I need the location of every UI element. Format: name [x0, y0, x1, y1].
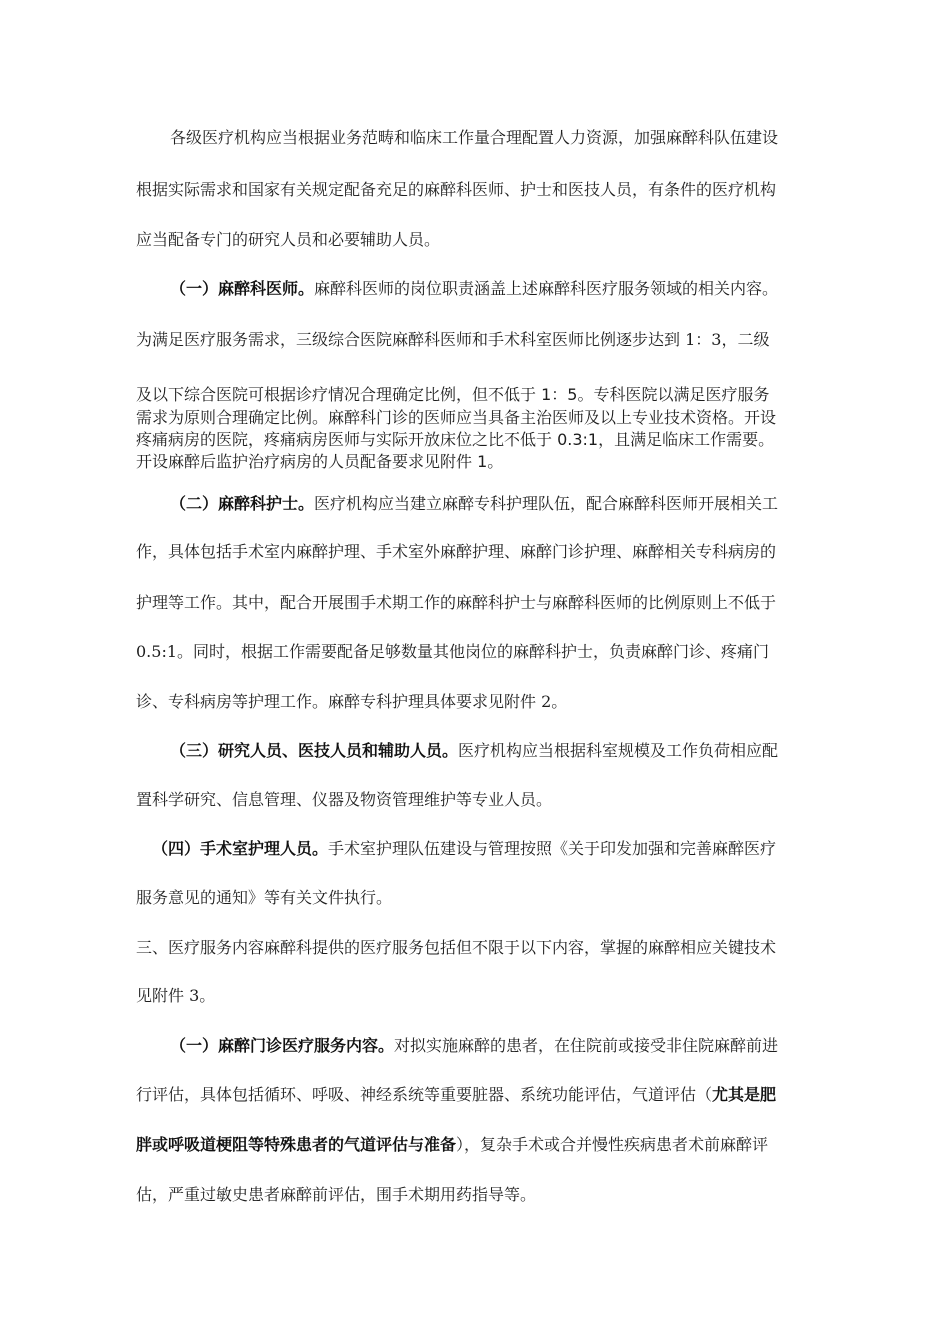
- section3-heading: 三、医疗服务内容: [136, 938, 265, 957]
- or-nurses-text: 手术室护理队伍建设与管理按照《关于印发加强和完善麻醉医疗: [328, 839, 777, 858]
- intro-line-3: 应当配备专门的研究人员和必要辅助人员。: [136, 230, 441, 249]
- clinic-line-2-text: 行评估，具体包括循环、呼吸、神经系统等重要脏器、系统功能评估，气道评估（: [136, 1085, 713, 1104]
- clinic-heading: （一）麻醉门诊医疗服务内容。: [170, 1036, 395, 1055]
- clinic-line-1: [136, 1035, 820, 1057]
- researchers-line-2: 置科学研究、信息管理、仪器及物资管理维护等专业人员。: [136, 790, 553, 809]
- physicians-line-5: 疼痛病房的医院，疼痛病房医师与实际开放床位之比不低于 0.3:1，且满足临床工作需要。: [136, 430, 775, 449]
- nurses-line-5: 诊、专科病房等护理工作。麻醉专科护理具体要求见附件 2。: [136, 692, 568, 711]
- physicians-heading: （一）麻醉科医师。: [170, 279, 315, 298]
- researchers-text: 医疗机构应当根据科室规模及工作负荷相应配: [458, 741, 779, 760]
- or-nurses-heading: （四）手术室护理人员。: [152, 839, 329, 858]
- nurses-line-1: [136, 493, 820, 515]
- intro-line-2: 根据实际需求和国家有关规定配备充足的麻醉科医师、护士和医技人员，有条件的医疗机构: [136, 180, 777, 199]
- nurses-heading: （二）麻醉科护士。: [170, 494, 315, 513]
- nurses-line-2: 作，具体包括手术室内麻醉护理、手术室外麻醉护理、麻醉门诊护理、麻醉相关专科病房的: [136, 542, 777, 561]
- or-nurses-line-2: 服务意见的通知》等有关文件执行。: [136, 888, 393, 907]
- clinic-line-3: [136, 1134, 820, 1156]
- clinic-line-2: [136, 1084, 820, 1106]
- or-nurses-line-1: [136, 838, 820, 860]
- nurses-line-4: 0.5:1。同时，根据工作需要配备足够数量其他岗位的麻醉科护士，负责麻醉门诊、疼痛门: [136, 642, 770, 661]
- clinic-line-4: 估，严重过敏史患者麻醉前评估，围手术期用药指导等。: [136, 1185, 537, 1204]
- researchers-heading: （三）研究人员、医技人员和辅助人员。: [170, 741, 459, 760]
- physicians-text: 麻醉科医师的岗位职责涵盖上述麻醉科医疗服务领域的相关内容。: [314, 279, 779, 298]
- nurses-text: 医疗机构应当建立麻醉专科护理队伍，配合麻醉科医师开展相关工: [314, 494, 779, 513]
- section3-text: 麻醉科提供的医疗服务包括但不限于以下内容，掌握的麻醉相应关键技术: [264, 938, 777, 957]
- section3-line-1: [136, 937, 820, 959]
- clinic-line-3-text: ），复杂手术或合并慢性疾病患者术前麻醉评: [456, 1135, 769, 1154]
- researchers-line-1: [136, 740, 820, 762]
- section3-line-2: 见附件 3。: [136, 986, 216, 1005]
- physicians-line-2: 为满足医疗服务需求，三级综合医院麻醉科医师和手术科室医师比例逐步达到 1：3，二级: [136, 330, 770, 349]
- physicians-line-1: [136, 278, 820, 300]
- clinic-emphasis-2: 胖或呼吸道梗阻等特殊患者的气道评估与准备: [136, 1135, 457, 1154]
- nurses-line-3: 护理等工作。其中，配合开展围手术期工作的麻醉科护士与麻醉科医师的比例原则上不低于: [136, 593, 777, 612]
- intro-line-1: 各级医疗机构应当根据业务范畴和临床工作量合理配置人力资源，加强麻醉科队伍建设: [170, 128, 779, 147]
- physicians-line-4: 需求为原则合理确定比例。麻醉科门诊的医师应当具备主治医师及以上专业技术资格。开设: [136, 408, 777, 427]
- clinic-emphasis-1: 尤其是肥: [712, 1085, 777, 1104]
- physicians-line-6: 开设麻醉后监护治疗病房的人员配备要求见附件 1。: [136, 452, 504, 471]
- clinic-text: 对拟实施麻醉的患者，在住院前或接受非住院麻醉前进: [394, 1036, 779, 1055]
- physicians-line-3: 及以下综合医院可根据诊疗情况合理确定比例，但不低于 1：5。专科医院以满足医疗服务: [136, 385, 770, 404]
